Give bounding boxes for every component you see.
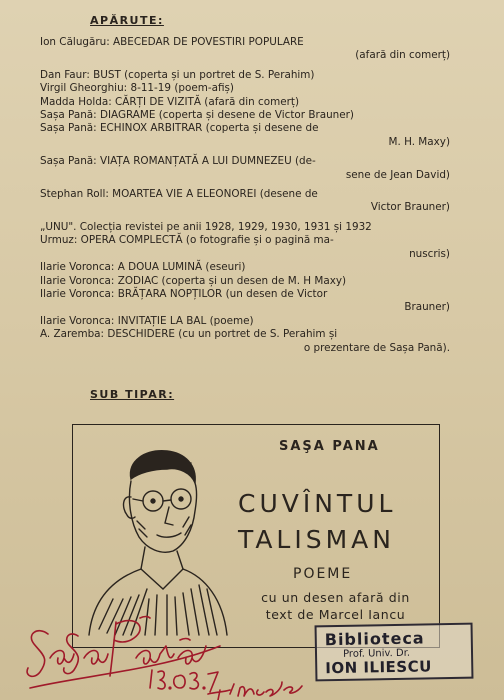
entry-continuation: (afară din comerț) <box>355 49 450 62</box>
entry-line: Ilarie Voronca: A DOUA LUMINĂ (eseuri) <box>40 261 246 274</box>
book-title-line1: CUVÎNTUL <box>238 489 397 518</box>
stamp-title: Prof. Univ. Dr. <box>342 647 411 660</box>
entry-line: Ilarie Voronca: ZODIAC (coperta și un desen de M. H Maxy) <box>40 274 347 287</box>
entry-continuation: nuscris) <box>409 247 450 260</box>
entry-line: „UNU". Colecția revistei pe anii 1928, 1929, 1930, 1931 și 1932 <box>40 220 372 233</box>
handwritten-signature <box>20 596 310 700</box>
list-item <box>40 82 450 95</box>
entry-continuation: Brauner) <box>404 301 450 314</box>
book-description-line2: text de Marcel Iancu <box>265 607 406 622</box>
list-item <box>40 96 450 109</box>
entry-line: Ion Călugăru: ABECEDAR DE POVESTIRI POPULARE <box>40 36 304 48</box>
list-item <box>40 315 450 328</box>
entry-line: Ilarie Voronca: BRĂȚARA NOPȚILOR (un desen de Victor <box>40 287 328 300</box>
entry-continuation: sene de Jean David) <box>345 168 450 181</box>
list-item <box>40 221 450 234</box>
list-item <box>40 109 450 122</box>
entry-continuation: M. H. Maxy) <box>388 135 450 148</box>
entry-line: Stephan Roll: MOARTEA VIE A ELEONOREI (desene de <box>40 188 318 201</box>
entry-line: Sașa Pană: VIAȚA ROMANȚATĂ A LUI DUMNEZEU (de- <box>40 155 316 168</box>
entry-line: A. Zaremba: DESCHIDERE (cu un portret de S. Perahim și <box>40 328 338 341</box>
published-heading: APĂRUTE: <box>90 14 164 27</box>
entry-line: Virgil Gheorghiu: 8-11-19 (poem-afiș) <box>40 82 234 95</box>
list-item <box>40 155 450 182</box>
entry-line: Sașa Pană: ECHINOX ARBITRAR (coperta și desene de <box>40 122 319 135</box>
in-press-heading: SUB TIPAR: <box>90 388 175 401</box>
list-item <box>40 122 450 149</box>
book-subtitle: POEME <box>293 566 353 582</box>
list-item <box>40 288 450 315</box>
entry-line: Ilarie Voronca: INVITAȚIE LA BAL (poeme) <box>40 314 254 327</box>
entry-continuation: Victor Brauner) <box>370 201 450 214</box>
entry-line: Urmuz: OPERA COMPLECTĂ (o fotografie și o pagină ma- <box>40 234 334 247</box>
stamp-library-name: Biblioteca <box>324 628 425 650</box>
book-title-line2: TALISMAN <box>238 525 395 554</box>
list-item <box>40 188 450 215</box>
entry-continuation: o prezentare de Sașa Pană). <box>303 341 450 354</box>
published-list <box>40 36 450 355</box>
list-item <box>40 234 450 261</box>
library-stamp <box>315 623 474 682</box>
list-item <box>40 275 450 288</box>
list-item <box>40 328 450 355</box>
list-item <box>40 261 450 274</box>
entry-line: Madda Holda: CĂRȚI DE VIZITĂ (afară din comerț) <box>40 95 300 108</box>
book-author: SAŞA PANA <box>279 439 380 454</box>
list-item <box>40 36 450 63</box>
stamp-owner-name: ION ILIESCU <box>325 657 432 678</box>
book-description-line1: cu un desen afară din <box>261 590 410 605</box>
entry-line: Dan Faur: BUST (coperta și un portret de S. Perahim) <box>40 68 315 81</box>
list-item <box>40 69 450 82</box>
entry-line: Sașa Pană: DIAGRAME (coperta și desene de Victor Brauner) <box>40 109 354 122</box>
